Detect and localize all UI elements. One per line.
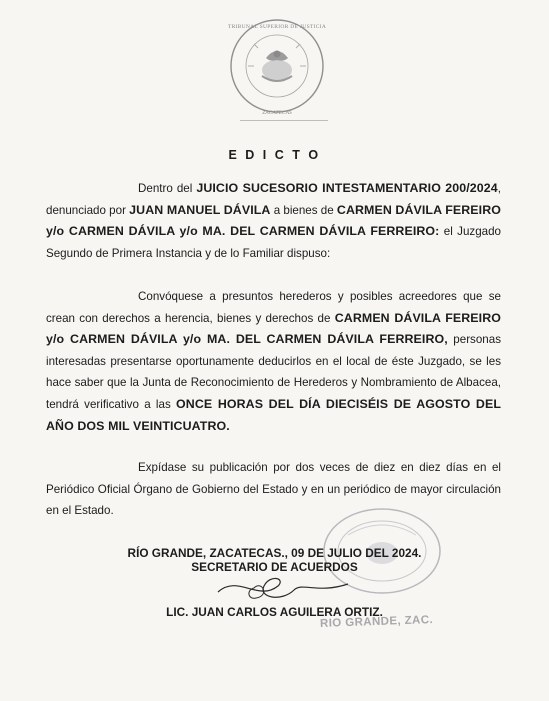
svg-text:ZACATECAS: ZACATECAS [262,110,292,116]
signer-title: SECRETARIO DE ACUERDOS [191,560,358,574]
paragraph-intro: Dentro del JUICIO SUCESORIO INTESTAMENTARIO 200/2024, denunciado por JUAN MANUEL DÁVILA a bienes de CARMEN DÁVILA FEREIRO y/o CARMEN DÁVILA y/o MA. DEL CARMEN DÁVILA FERREIRO: el Juzgado Segundo de Primera Instancia y de lo Familiar dispuso: [46,181,501,260]
court-seal-icon [218,14,336,122]
seal-underline [240,120,328,121]
document-heading: E D I C T O [228,148,321,162]
stamp-location-text: RIO GRANDE, ZAC. [319,614,434,630]
place-date: RÍO GRANDE, ZACATECAS., 09 DE JULIO DEL 2024. [127,546,422,560]
signer-name: LIC. JUAN CARLOS AGUILERA ORTIZ. [166,605,383,619]
signature-scribble-icon [198,568,358,608]
paragraph-publication: Expídase su publicación por dos veces de diez en diez días en el Periódico Oficial Órgano de Gobierno del Estado y en un periódico de mayor circulación en el Estado. [46,461,501,518]
paragraph-convocation: Convóquese a presuntos herederos y posibles acreedores que se crean con derechos a herencia, bienes y derechos de CARMEN DÁVILA FEREIRO y/o CARMEN DÁVILA y/o MA. DEL CARMEN DÁVILA FERREIRO, personas interesadas presentarse oportunamente deducirlos en el local de éste Juzgado, se les hace saber que la Junta de Reconocimiento de Herederos y Nombramiento de Albacea, tendrá verificativo a las ONCE HORAS DEL DÍA DIECISÉIS DE AGOSTO DEL AÑO DOS MIL VEINTICUATRO. [46,290,501,433]
svg-text:TRIBUNAL SUPERIOR DE JUSTICIA: TRIBUNAL SUPERIOR DE JUSTICIA [227,24,327,30]
